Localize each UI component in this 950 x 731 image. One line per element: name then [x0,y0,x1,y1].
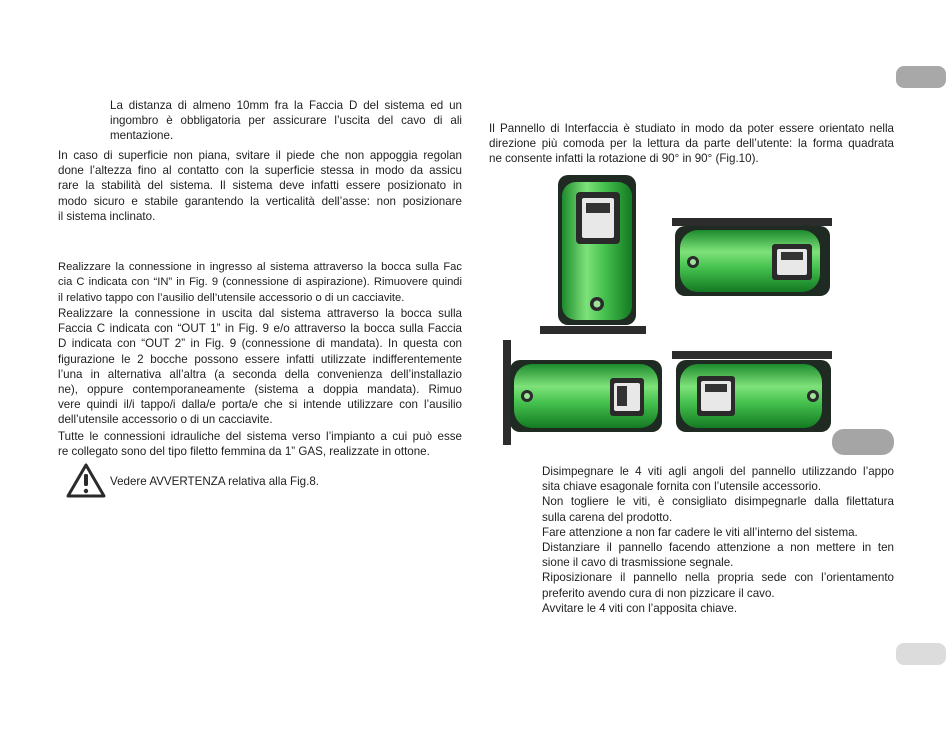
indent-paragraph [110,98,462,144]
text-line: il sistema inclinato. [58,209,156,223]
wall-bar [672,351,832,359]
step-line: Avvitare le 4 viti con l’apposita chiave. [542,601,738,615]
text-line: Tutte le connessioni idrauliche del sistema verso l’impianto a cui può esse [58,430,462,443]
text-line: mentazione. [110,129,174,143]
pump-horizontal-panel-center [503,340,662,445]
text-line: Realizzare la connessione in ingresso al sistema attraverso la bocca sulla Fac [58,261,462,273]
level-paragraph [58,148,462,224]
warning-text: Vedere AVVERTENZA relativa alla Fig.8. [110,475,320,488]
chapter-tab-top [896,66,946,88]
pump-horizontal-panel-left [672,351,832,432]
text-line: vere quindi il/i tappo/i dalla/e porta/e che si intende utilizzare con l’ausilio [58,398,462,412]
figure-label-tab [832,429,894,455]
step-line: sulla carena del prodotto. [542,510,673,524]
text-line: La distanza di almeno 10mm fra la Faccia D del sistema ed un [110,99,462,112]
text-line: ne), oppure contemporaneamente (sistema a doppia mandata). Rimuo [58,383,462,397]
wall-bar [503,340,511,445]
text-line: ne consente infatti la rotazione di 90° in 90° (Fig.10). [489,152,759,166]
base-bar [540,326,646,334]
text-line: Il Pannello di Interfaccia è studiato in modo da poter essere orientato nella [489,122,894,135]
text-line: ingombro è obbligatoria per assicurare l’uscita del cavo di ali [110,114,462,128]
inlet-paragraph [58,260,462,306]
step-line: Disimpegnare le 4 viti agli angoli del pannello utilizzando l’appo [542,465,894,478]
step-line: Fare attenzione a non far cadere le viti all’interno del sistema. [542,525,858,539]
text-line: In caso di superficie non piana, svitare il piede che non appoggia regolan [58,149,462,162]
text-line: re collegato sono del tipo filetto femmina da 1” GAS, realizzate in ottone. [58,445,430,459]
step-line: Riposizionare il pannello nella propria sede con l’orientamento [542,571,894,585]
wall-bar [672,218,832,226]
text-line: figurazione le 2 bocche possono essere infatti utilizzate indifferentemente [58,352,462,366]
pump-vertical [540,175,646,334]
page-tab-bottom [896,643,946,665]
text-line: cia C indicata con “IN” in Fig. 9 (connessione di aspirazione). Rimuovere quindi [58,276,462,289]
warning-triangle-icon [66,463,106,499]
step-line: Non togliere le viti, è consigliato disimpegnarle dalla filettatura [542,495,894,509]
pump-horizontal-panel-right [672,218,832,296]
panel-paragraph [489,121,894,167]
text-line: modo sicuro e stabile garantendo la verticalità dell’asse: non posizionare [58,194,462,208]
step-line: sita chiave esagonale fornita con l’utensile accessorio. [542,480,822,494]
text-line: D indicata con “OUT 2” in Fig. 9 (connessione di mandata). In questa con [58,337,462,351]
outlet-paragraph [58,306,462,428]
steps-list [542,464,894,616]
text-line: dell’utensile accessorio o di un cacciavite. [58,413,273,427]
text-line: direzione più comoda per la lettura da parte dell’utente: la forma quadrata [489,137,894,151]
step-line: sione il cavo di trasmissione segnale. [542,556,734,570]
text-line: l’una in alternativa all’altra (a seconda della convenienza dell’installazio [58,367,462,381]
step-line: Distanziare il pannello facendo attenzione a non mettere in ten [542,541,894,555]
text-line: rare la stabilità del sistema. Il sistema deve infatti essere posizionato in [58,179,462,193]
text-line: Faccia C indicata con “OUT 1” in Fig. 9 e/o attraverso la bocca sulla Faccia [58,322,462,336]
text-line: il relativo tappo con l’ausilio dell’utensile accessorio o di un cacciavite. [58,291,405,304]
step-line: preferito avendo cura di non pizzicare il cavo. [542,586,775,600]
text-line: Realizzare la connessione in uscita dal sistema attraverso la bocca sulla [58,307,462,320]
gas-paragraph [58,429,462,459]
text-line: done l’altezza fino al contatto con la superficie stessa in modo da assicu [58,164,462,178]
